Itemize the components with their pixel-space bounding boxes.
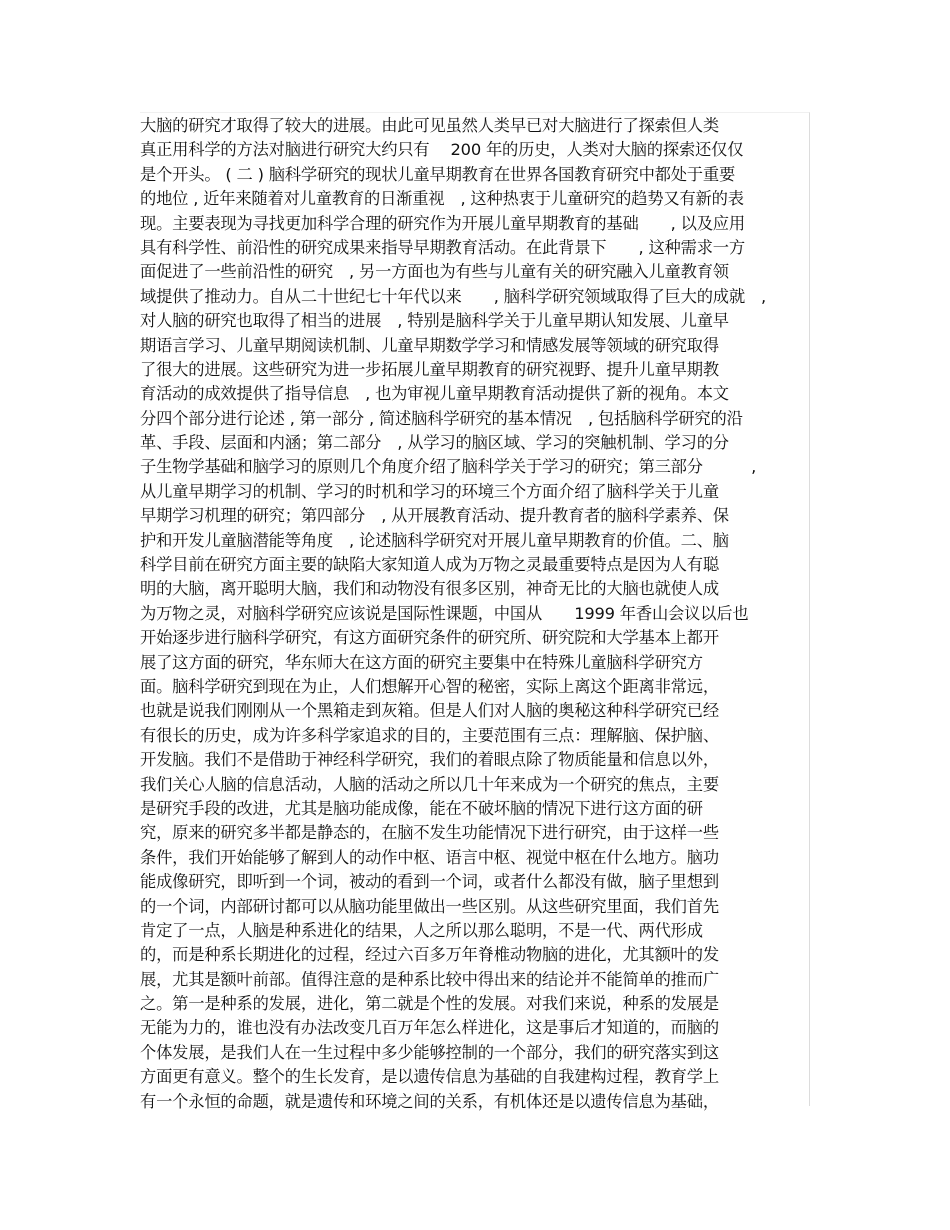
text-line: 能成像研究，即听到一个词，被动的看到一个词，或者什么都没有做，脑子里想到 <box>140 872 719 892</box>
text-line: 是个开头。 ( 二 ) 脑科学研究的现状儿童早期教育在世界各国教育研究中都处于重要 <box>140 164 736 184</box>
text-line: 的，而是种系长期进化的过程，经过六百多万年脊椎动物脑的进化，尤其额叶的发 <box>140 945 719 965</box>
text-line: 子生物学基础和脑学习的原则几个角度介绍了脑科学关于学习的研究；第三部分 , <box>140 457 757 477</box>
text-line: 之。第一是种系的发展，进化，第二就是个性的发展。对我们来说，种系的发展是 <box>140 994 719 1014</box>
body-text <box>140 114 812 1114</box>
text-line: 革、手段、层面和内涵；第二部分 , 从学习的脑区域、学习的突触机制、学习的分 <box>140 433 729 453</box>
text-line: 开发脑。我们不是借助于神经科学研究，我们的着眼点除了物质能量和信息以外， <box>140 750 719 770</box>
text-line: 个体发展，是我们人在一生过程中多少能够控制的一个部分，我们的研究落实到这 <box>140 1042 719 1062</box>
text-line: 分四个部分进行论述 , 第一部分 , 简述脑科学研究的基本情况 , 包括脑科学研究的沿 <box>140 408 743 428</box>
text-line: 条件，我们开始能够了解到人的动作中枢、语言中枢、视觉中枢在什么地方。脑功 <box>140 847 719 867</box>
text-line: 的地位 , 近年来随着对儿童教育的日渐重视 , 这种热衷于儿童研究的趋势又有新的表 <box>140 189 744 209</box>
text-line: 面。脑科学研究到现在为止，人们想解开心智的秘密，实际上离这个距离非常远， <box>140 676 719 696</box>
text-line: 开始逐步进行脑科学研究，有这方面研究条件的研究所、研究院和大学基本上都开 <box>140 628 719 648</box>
text-line: 域提供了推动力。自从二十世纪七十年代以来 , 脑科学研究领域取得了巨大的成就 , <box>140 286 767 306</box>
text-line: 科学目前在研究方面主要的缺陷大家知道人成为万物之灵最重要特点是因为人有聪 <box>140 555 719 575</box>
text-line: 肯定了一点，人脑是种系进化的结果，人之所以那么聪明，不是一代、两代形成 <box>140 920 703 940</box>
text-line: 大脑的研究才取得了较大的进展。由此可见虽然人类早已对大脑进行了探索但人类 <box>140 116 719 135</box>
text-line: 从儿童早期学习的机制、学习的时机和学习的环境三个方面介绍了脑科学关于儿童 <box>140 481 719 501</box>
text-line: 我们关心人脑的信息活动，人脑的活动之所以几十年来成为一个研究的焦点，主要 <box>140 774 719 794</box>
text-line: 护和开发儿童脑潜能等角度 , 论述脑科学研究对开展儿童早期教育的价值。二、脑 <box>140 530 729 550</box>
text-line: 为万物之灵，对脑科学研究应该说是国际性课题，中国从 1999 年香山会议以后也 <box>140 603 749 623</box>
text-line: 有很长的历史，成为许多科学家追求的目的，主要范围有三点：理解脑、保护脑、 <box>140 725 719 745</box>
text-line: 有一个永恒的命题，就是遗传和环境之间的关系，有机体还是以遗传信息为基础， <box>140 1091 719 1111</box>
text-line: 明的大脑，离开聪明大脑，我们和动物没有很多区别，神奇无比的大脑也就使人成 <box>140 579 719 599</box>
text-line: 现。主要表现为寻找更加科学合理的研究作为开展儿童早期教育的基础 , 以及应用 <box>140 213 745 233</box>
text-line: 无能为力的，谁也没有办法改变几百万年怎么样进化，这是事后才知道的，而脑的 <box>140 1018 719 1038</box>
text-line: 展，尤其是额叶前部。值得注意的是种系比较中得出来的结论并不能简单的推而广 <box>140 969 719 989</box>
text-line: 育活动的成效提供了指导信息 , 也为审视儿童早期教育活动提供了新的视角。本文 <box>140 384 729 404</box>
text-line: 真正用科学的方法对脑进行研究大约只有 200 年的历史，人类对大脑的探索还仅仅 <box>140 140 744 160</box>
text-line: 是研究手段的改进，尤其是脑功能成像，能在不破坏脑的情况下进行这方面的研 <box>140 798 703 818</box>
text-line: 具有科学性、前沿性的研究成果来指导早期教育活动。在此背景下 , 这种需求一方 <box>140 237 745 257</box>
text-line: 早期学习机理的研究；第四部分 , 从开展教育活动、提升教育者的脑科学素养、保 <box>140 506 729 526</box>
text-line: 究，原来的研究多半都是静态的，在脑不发生功能情况下进行研究，由于这样一些 <box>140 823 719 843</box>
text-line: 面促进了一些前沿性的研究 , 另一方面也为有些与儿童有关的研究融入儿童教育领 <box>140 262 729 282</box>
text-line: 方面更有意义。整个的生长发育，是以遗传信息为基础的自我建构过程，教育学上 <box>140 1067 719 1087</box>
text-line: 了很大的进展。这些研究为进一步拓展儿童早期教育的研究视野、提升儿童早期教 <box>140 359 719 379</box>
text-line: 对人脑的研究也取得了相当的进展 , 特别是脑科学关于儿童早期认知发展、儿童早 <box>140 311 729 331</box>
text-line: 也就是说我们刚刚从一个黑箱走到灰箱。但是人们对人脑的奥秘这种科学研究已经 <box>140 701 719 721</box>
text-line: 展了这方面的研究，华东师大在这方面的研究主要集中在特殊儿童脑科学研究方 <box>140 652 703 672</box>
text-line: 期语言学习、儿童早期阅读机制、儿童早期数学学习和情感发展等领域的研究取得 <box>140 335 719 355</box>
text-line: 的一个词，内部研讨都可以从脑功能里做出一些区别。从这些研究里面，我们首先 <box>140 896 719 916</box>
